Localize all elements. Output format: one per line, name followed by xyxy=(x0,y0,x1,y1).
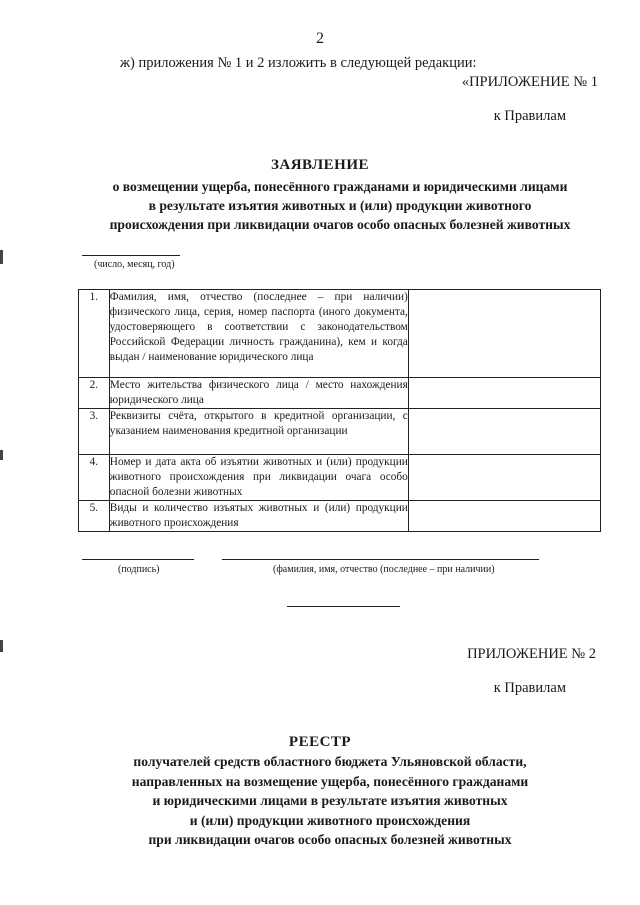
row-value-field[interactable] xyxy=(408,378,600,409)
row-number: 1. xyxy=(79,290,110,378)
date-caption: (число, месяц, год) xyxy=(94,259,175,270)
row-number: 2. xyxy=(79,378,110,409)
row-label: Реквизиты счёта, открытого в кредитной организации, с указанием наименования кредитной организации xyxy=(109,409,408,455)
full-name-line xyxy=(222,559,539,560)
zayavlenie-title: ЗАЯВЛЕНИЕ xyxy=(270,157,370,173)
reestr-title: РЕЕСТР xyxy=(288,734,352,750)
row-value-field[interactable] xyxy=(408,455,600,501)
table-row xyxy=(79,501,601,532)
zayavlenie-subtitle-line: в результате изъятия животных и (или) продукции животного xyxy=(148,198,532,213)
row-value-field[interactable] xyxy=(408,501,600,532)
table-row xyxy=(79,409,601,455)
separator-line xyxy=(287,606,400,607)
row-value-field[interactable] xyxy=(408,290,600,378)
table-row xyxy=(79,455,601,501)
row-number: 5. xyxy=(79,501,110,532)
table-row xyxy=(79,378,601,409)
reestr-subtitle-line: получателей средств областного бюджета Ульяновской области, xyxy=(133,754,527,769)
intro-line: ж) приложения № 1 и 2 изложить в следующей редакции: xyxy=(120,55,477,71)
scan-edge-mark xyxy=(0,640,3,652)
zayavlenie-subtitle xyxy=(70,177,610,234)
reestr-subtitle-line: при ликвидации очагов особо опасных болезней животных xyxy=(148,832,512,847)
zayavlenie-subtitle-line: происхождения при ликвидации очагов особо опасных болезней животных xyxy=(109,217,571,232)
appendix1-rules-ref: к Правилам xyxy=(493,108,566,124)
row-label: Номер и дата акта об изъятии животных и (или) продукции животного происхождения при ликвидации очага особо опасной болезни животных xyxy=(109,455,408,501)
table-row xyxy=(79,290,601,378)
row-number: 4. xyxy=(79,455,110,501)
signature-caption: (подпись) xyxy=(118,564,160,575)
signature-line xyxy=(82,559,194,560)
scan-edge-mark xyxy=(0,450,3,460)
row-number: 3. xyxy=(79,409,110,455)
reestr-subtitle xyxy=(80,752,580,850)
reestr-subtitle-line: и (или) продукции животного происхождения xyxy=(189,812,471,828)
row-label: Место жительства физического лица / место нахождения юридического лица xyxy=(109,378,408,409)
form-table xyxy=(78,289,601,532)
appendix2-header: ПРИЛОЖЕНИЕ № 2 xyxy=(467,646,596,662)
appendix1-header: «ПРИЛОЖЕНИЕ № 1 xyxy=(461,74,598,90)
reestr-subtitle-line: направленных на возмещение ущерба, понесённого гражданами xyxy=(131,773,529,789)
reestr-subtitle-line: и юридическими лицами в результате изъятия животных xyxy=(152,793,508,808)
scan-edge-mark xyxy=(0,250,3,264)
row-value-field[interactable] xyxy=(408,409,600,455)
appendix2-rules-ref: к Правилам xyxy=(493,680,566,696)
row-label: Виды и количество изъятых животных и (или) продукции животного происхождения xyxy=(109,501,408,532)
date-line xyxy=(82,255,180,256)
page-number: 2 xyxy=(316,30,324,47)
zayavlenie-subtitle-line: о возмещении ущерба, понесённого гражданами и юридическими лицами xyxy=(112,179,568,194)
row-label: Фамилия, имя, отчество (последнее – при наличии) физического лица, серия, номер паспорта (иного документа, удостоверяющего в соответствии с законодательством Российской Федерации личность гражданина), кем и когда выдан / наименование юридического лица xyxy=(109,290,408,378)
full-name-caption: (фамилия, имя, отчество (последнее – при наличии) xyxy=(273,564,495,575)
